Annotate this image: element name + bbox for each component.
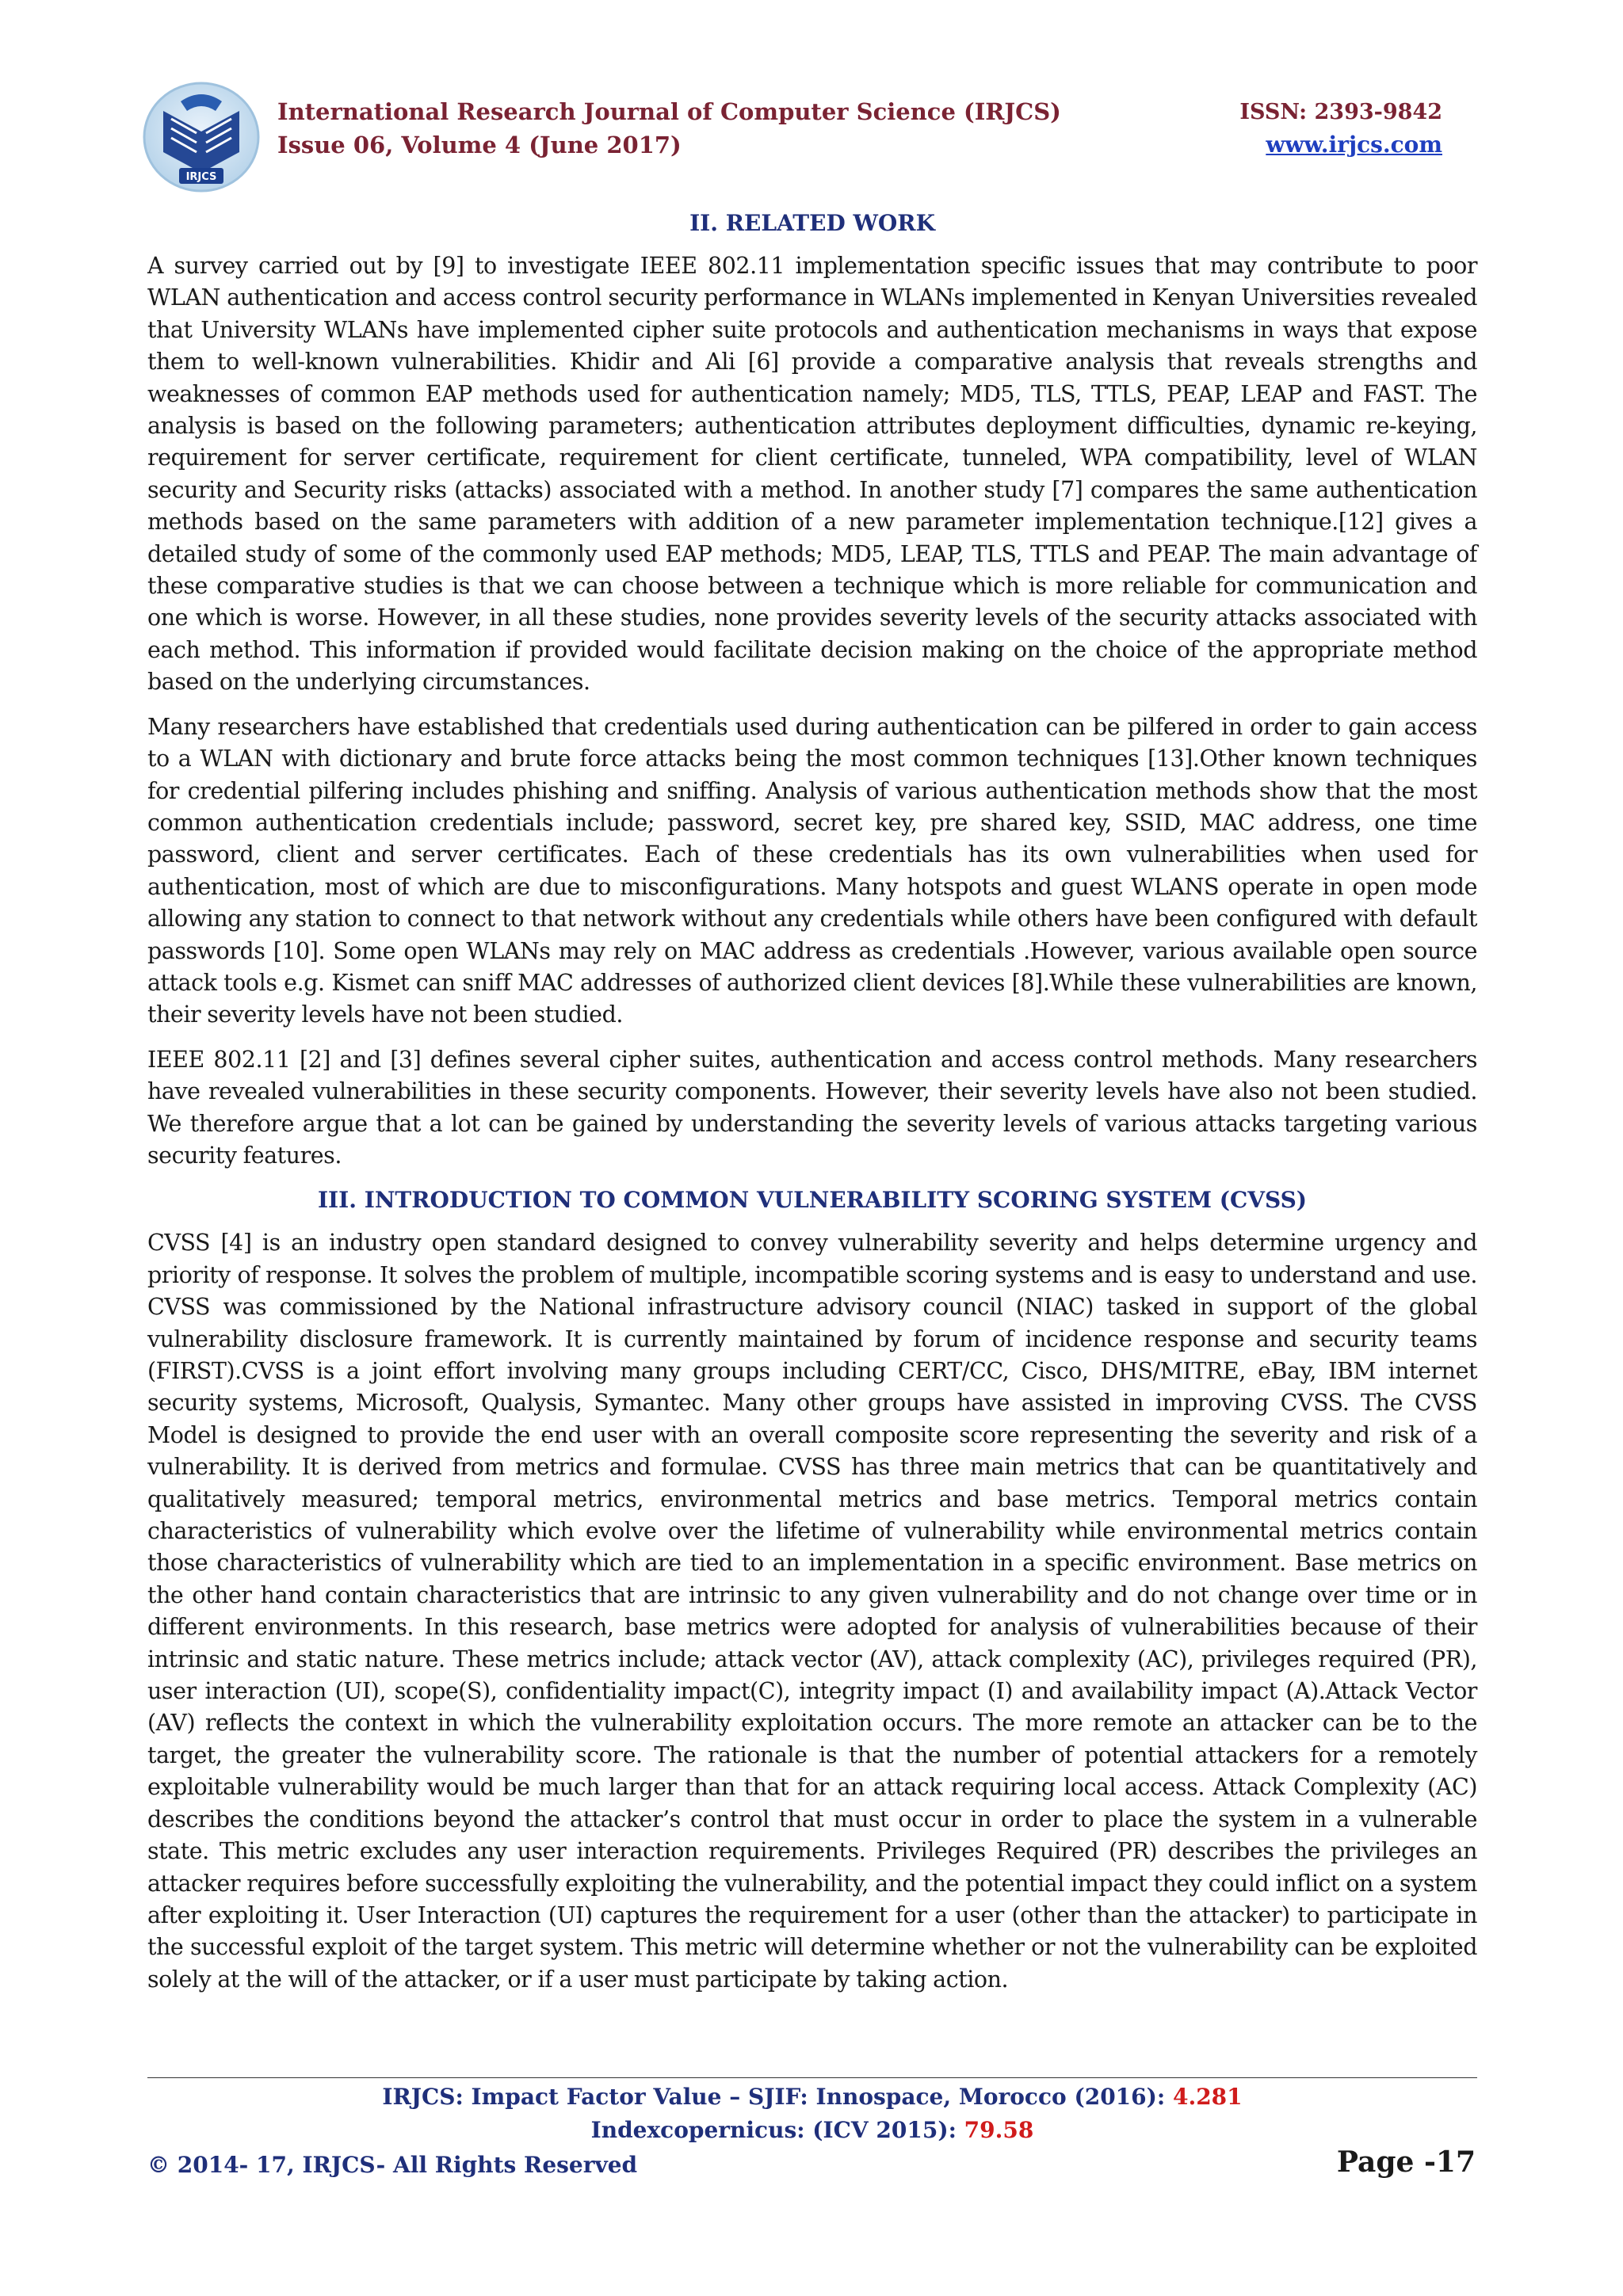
paragraph: Many researchers have established that credentials used during authentication can be pilfered in order to gain access to a WLAN with dictionary and brute force attacks being the most common techniques [13].Other known techniques for credential pilfering includes phishing and sniffing. Analysis of various authentication methods show that the most common authentication credentials include; password, secret key, pre shared key, SSID, MAC address, one time password, client and server certificates. Each of these credentials has its own vulnerabilities when used for authentication, most of which are due to misconfigurations. Many hotspots and guest WLANS operate in open mode allowing any station to connect to that network without any credentials while others have been configured with default passwords [10]. Some open WLANs may rely on MAC address as credentials .However, various available open source attack tools e.g. Kismet can sniff MAC addresses of authorized client devices [8].While these vulnerabilities are known, their severity levels have not been studied. bbox=[147, 713, 1477, 1028]
journal-website-link[interactable]: www.irjcs.com bbox=[1266, 132, 1442, 158]
footer-copyright: © 2014- 17, IRJCS- All Rights Reserved bbox=[147, 2152, 638, 2178]
impact-factor-value: 4.281 bbox=[1172, 2084, 1243, 2110]
journal-title: International Research Journal of Computer Science (IRJCS) bbox=[277, 98, 1061, 125]
journal-logo bbox=[139, 79, 263, 195]
paragraph: CVSS [4] is an industry open standard designed to convey vulnerability severity and helps determine urgency and priority of response. It solves the problem of multiple, incompatible scoring systems and is easy to understand and use. CVSS was commissioned by the National infrastructure advisory council (NIAC) tasked in support of the global vulnerability disclosure framework. It is currently maintained by forum of incidence response and security teams (FIRST).CVSS is a joint effort involving many groups including CERT/CC, Cisco, DHS/MITRE, eBay, IBM internet security systems, Microsoft, Qualysis, Symantec. Many other groups have assisted in improving CVSS. The CVSS Model is designed to provide the end user with an overall composite score representing the severity and risk of a vulnerability. It is derived from metrics and formulae. CVSS has three main metrics that can be quantitatively and qualitatively measured; temporal metrics, environmental metrics and base metrics. Temporal metrics contain characteristics of vulnerability which evolve over the lifetime of vulnerability while environmental metrics contain those characteristics of vulnerability which are tied to an implementation in a specific environment. Base metrics on the other hand contain characteristics that are intrinsic to any given vulnerability and do not change over time or in different environments. In this research, base metrics were adopted for analysis of vulnerabilities because of their intrinsic and static nature. These metrics include; attack vector (AV), attack complexity (AC), privileges required (PR), user interaction (UI), scope(S), confidentiality impact(C), integrity impact (I) and availability impact (A).Attack Vector (AV) reflects the context in which the vulnerability exploitation occurs. The more remote an attacker can be to the target, the greater the vulnerability score. The rationale is that the number of potential attackers for a remotely exploitable vulnerability would be much larger than that for an attack requiring local access. Attack Complexity (AC) describes the conditions beyond the attacker’s control that must occur in order to place the system in a vulnerable state. This metric excludes any user interaction requirements. Privileges Required (PR) describes the privileges an attacker requires before successfully exploiting the vulnerability, and the potential impact they could inflict on a system after exploiting it. User Interaction (UI) captures the requirement for a user (other than the attacker) to participate in the successful exploit of the target system. This metric will determine whether or not the vulnerability can be exploited solely at the will of the attacker, or if a user must participate by taking action. bbox=[147, 1230, 1477, 1993]
footer-impact-factor bbox=[147, 2084, 1477, 2110]
paragraph: A survey carried out by [9] to investigate IEEE 802.11 implementation specific issues that may contribute to poor WLAN authentication and access control security performance in WLANs implemented in Kenyan Universities revealed that University WLANs have implemented cipher suite protocols and authentication mechanisms in ways that expose them to well-known vulnerabilities. Khidir and Ali [6] provide a comparative analysis that reveals strengths and weaknesses of common EAP methods used for authentication namely; MD5, TLS, TTLS, PEAP, LEAP and FAST. The analysis is based on the following parameters; authentication attributes deployment difficulties, dynamic re-keying, requirement for server certificate, requirement for client certificate, tunneled, WPA compatibility, level of WLAN security and Security risks (attacks) associated with a method. In another study [7] compares the same authentication methods based on the same parameters with addition of a new parameter implementation technique.[12] gives a detailed study of some of the commonly used EAP methods; MD5, LEAP, TLS, TTLS and PEAP. The main advantage of these comparative studies is that we can choose between a technique which is more reliable for communication and one which is worse. However, in all these studies, none provides severity levels of the security attacks associated with each method. This information if provided would facilitate decision making on the choice of the appropriate method based on the underlying circumstances. bbox=[147, 253, 1477, 696]
journal-issn: ISSN: 2393-9842 bbox=[1239, 100, 1442, 124]
impact-factor-label: IRJCS: Impact Factor Value – SJIF: Innospace, Morocco (2016): bbox=[382, 2084, 1173, 2110]
logo-text: IRJCS bbox=[185, 171, 217, 183]
paragraph: IEEE 802.11 [2] and [3] defines several cipher suites, authentication and access control methods. Many researchers have revealed vulnerabilities in these security components. However, their severity levels have also not been studied. We therefore argue that a lot can be gained by understanding the severity levels of various attacks targeting various security features. bbox=[147, 1046, 1477, 1169]
index-value: 79.58 bbox=[964, 2117, 1034, 2143]
article-body bbox=[147, 208, 1477, 2008]
page-number: Page -17 bbox=[1336, 2145, 1476, 2179]
footer-divider bbox=[147, 2077, 1477, 2078]
journal-issue: Issue 06, Volume 4 (June 2017) bbox=[277, 132, 682, 158]
section-heading-cvss: III. INTRODUCTION TO COMMON VULNERABILITY SCORING SYSTEM (CVSS) bbox=[317, 1187, 1308, 1214]
section-heading-related-work: II. RELATED WORK bbox=[689, 210, 935, 236]
index-label: Indexcopernicus: (ICV 2015): bbox=[590, 2117, 964, 2143]
footer-index bbox=[147, 2117, 1477, 2143]
